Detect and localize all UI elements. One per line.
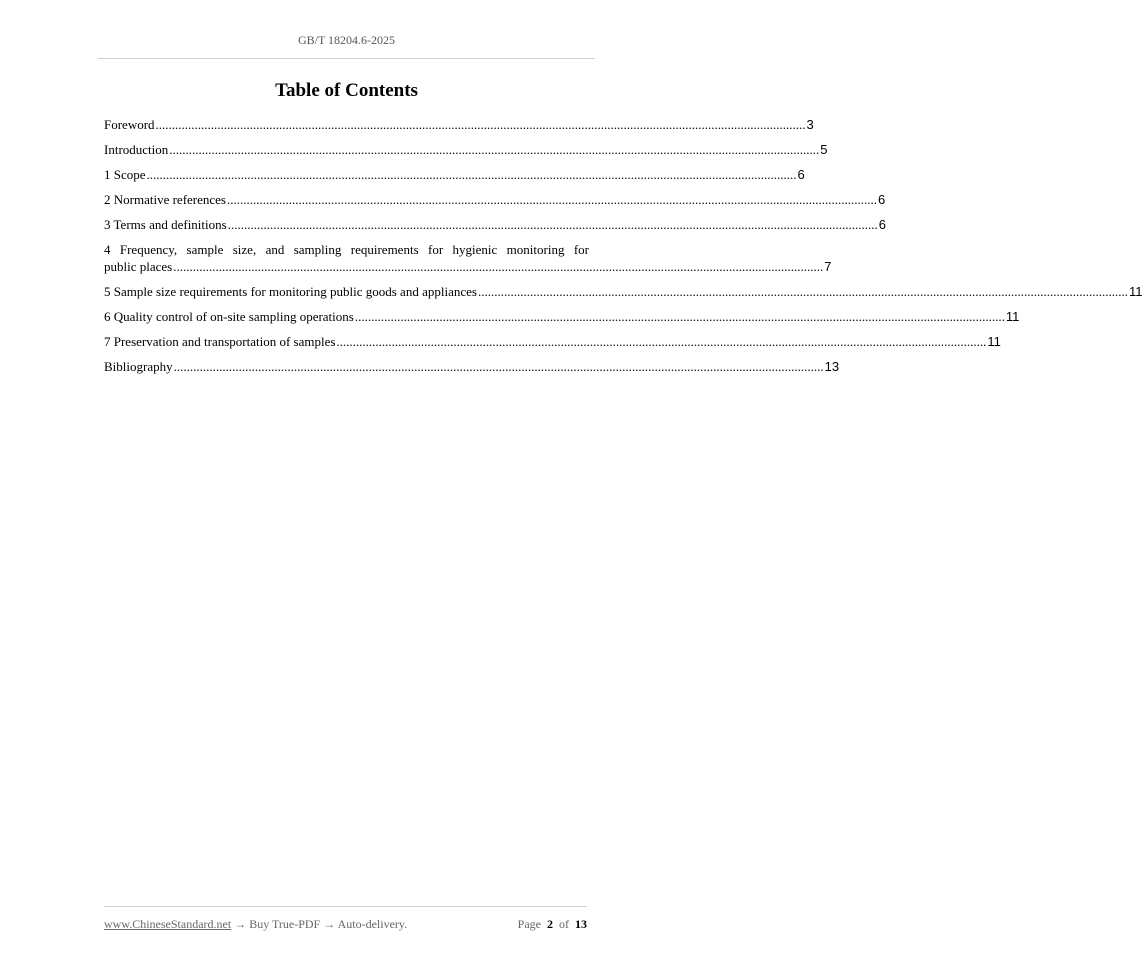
dot-leader: ........................................................................................................................................................................................................ [173,259,824,274]
page-word: Page [517,917,541,931]
page-indicator [518,917,587,932]
toc-entry-preservation-transportation[interactable] [104,333,1001,350]
auto-delivery-text: Auto-delivery. [337,917,408,931]
toc-entry-introduction[interactable] [104,141,828,158]
toc-page-number: 11 [1005,309,1020,324]
of-word: of [559,917,569,931]
toc-page-number: 7 [824,259,832,274]
toc-page-number: 13 [824,359,840,374]
toc-entry-label: 7 Preservation and transportation of samples [104,334,336,349]
toc-entry-bibliography[interactable] [104,358,840,375]
buy-true-pdf-text: Buy True-PDF [249,917,321,931]
toc-entry-label-continued: public places [104,259,173,274]
page-header: GB/T 18204.6-2025 [297,33,396,47]
toc-entry-quality-control[interactable] [104,308,1020,325]
page-current: 2 [547,917,553,931]
toc-entry-sample-size-requirements[interactable] [104,283,1142,300]
toc-entry-sampling-requirements[interactable] [104,241,832,275]
dot-leader: ........................................................................................................................................................................................................ [336,334,987,349]
page-footer [104,917,587,932]
toc-page-number: 5 [820,142,828,157]
toc-entry-label: 4 Frequency, sample size, and sampling requirements for hygienic monitoring for [104,242,589,257]
toc-page-number: 3 [806,117,814,132]
dot-leader: ........................................................................................................................................................................................................ [173,359,824,374]
dot-leader: ........................................................................................................................................................................................................ [227,217,878,232]
toc-entry-foreword[interactable] [104,116,814,133]
toc-entry-label: 2 Normative references [104,192,226,207]
dot-leader: ........................................................................................................................................................................................................ [155,117,806,132]
dot-leader: ........................................................................................................................................................................................................ [169,142,820,157]
toc-entry-normative-references[interactable] [104,191,886,208]
toc-entry-scope[interactable] [104,166,805,183]
arrow-right-icon: → [234,917,247,931]
dot-leader: ........................................................................................................................................................................................................ [146,167,797,182]
toc-entry-label: Bibliography [104,359,173,374]
toc-entry-label: 5 Sample size requirements for monitoring public goods and appliances [104,284,477,299]
toc-title: Table of Contents [275,80,418,101]
toc-entry-label: 1 Scope [104,167,146,182]
page-total: 13 [575,917,587,931]
footer-divider [104,906,587,907]
dot-leader: ........................................................................................................................................................................................................ [477,284,1128,299]
toc-entry-label: 6 Quality control of on-site sampling operations [104,309,354,324]
toc-page-number: 11 [987,334,1001,349]
arrow-right-icon: → [323,917,336,931]
dot-leader: ........................................................................................................................................................................................................ [354,309,1005,324]
toc-page-number: 11 [1128,284,1142,299]
header-divider [98,58,595,59]
footer-promo [104,917,407,932]
toc-entry-terms-and-definitions[interactable] [104,216,886,233]
toc-page-number: 6 [797,167,805,182]
site-link[interactable]: www.ChineseStandard.net [104,917,232,931]
toc-page-number: 6 [878,192,886,207]
dot-leader: ........................................................................................................................................................................................................ [227,192,877,207]
toc-page-number: 6 [878,217,886,232]
toc-entry-label: Foreword [104,117,155,132]
table-of-contents [104,116,1142,383]
toc-entry-label: 3 Terms and definitions [104,217,227,232]
toc-entry-label: Introduction [104,142,169,157]
